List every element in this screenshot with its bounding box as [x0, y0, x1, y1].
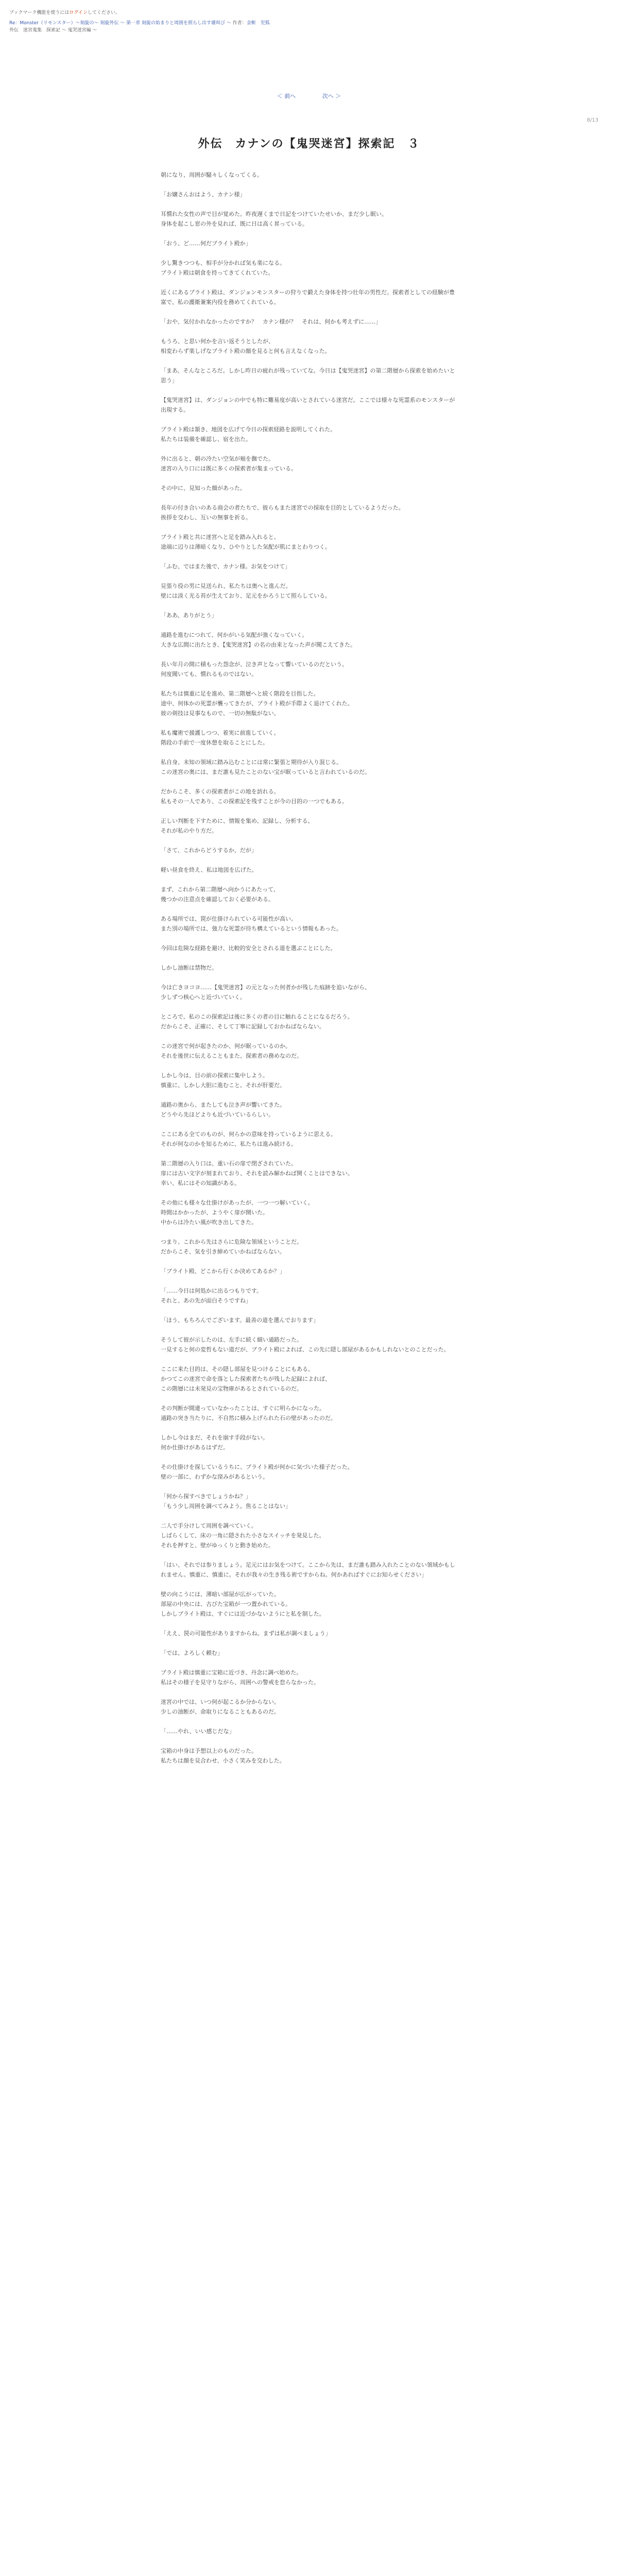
paragraph: 第二階層の入り口は、重い石の扉で閉ざされていた。 扉には古い文字が刻まれており、それを読み解かねば開くことはできない。 幸い、私にはその知識がある。	[161, 1160, 353, 1187]
paragraph: 外に出ると、朝の冷たい空気が頬を撫でた。 迷宮の入り口には既に多くの探索者が集まっている。	[161, 455, 297, 472]
paragraph: 長い年月の間に積もった怨念が、泣き声となって響いているのだという。 何度聞いても、慣れるものではない。	[161, 661, 348, 677]
paragraph: 「はい、それでは参りましょう。足元にはお気をつけて。ここから先は、まだ誰も踏み入れたことのない領域かもしれません。慎重に、慎重に。それが我々の生き残る術ですからね。何かあればすぐにお知らせください」	[161, 1562, 455, 1578]
paragraph: その仕掛けを探しているうちに、ブライト殿が何かに気づいた様子だった。 壁の一部に、わずかな窪みがあるという。	[161, 1464, 353, 1480]
top-pager	[0, 92, 618, 100]
paragraph: しかし今はまだ、それを崩す手段がない。 何か仕掛けがあるはずだ。	[161, 1434, 268, 1451]
paragraph: ある場所では、罠が仕掛けられている可能性が高い。 また別の場所では、強力な死霊が待ち構えているという情報もあった。	[161, 916, 342, 932]
paragraph: しかし今は、目の前の探索に集中しよう。 慎重に、しかし大胆に進むこと。それが肝要だ。	[161, 1072, 285, 1089]
paragraph: 「お嬢さんおはよう、カナン様」	[161, 191, 246, 198]
breadcrumb-subtitle: 外伝 迷宮蒐集 探索記 ～ 鬼哭迷宮編 ～	[9, 28, 97, 33]
paragraph: 「では、よろしく頼む」	[161, 1650, 223, 1656]
paragraph: 私自身、未知の領域に踏み込むことには常に緊張と期待が入り混じる。 この迷宮の奥には、まだ誰も見たことのない宝が眠っていると言われているのだ。	[161, 759, 370, 775]
paragraph: 「ブライト殿、どこから行くか決めてあるか？」	[161, 1268, 285, 1275]
paragraph: 見張り役の男に見送られ、私たちは奥へと進んだ。 壁には淡く光る苔が生えており、足元をかろうじて照らしている。	[161, 583, 331, 599]
paragraph: 通路の奥から、またしても泣き声が響いてきた。 どうやら先ほどよりも近づいているらしい。	[161, 1101, 285, 1118]
paragraph: 通路を進むにつれて、何かがいる気配が強くなっていく。 大きな広間に出たとき、【鬼哭迷宮】の名の由来となった声が聞こえてきた。	[161, 632, 356, 648]
paragraph: まず、これから第二階層へ向かうにあたって、 幾つかの注意点を確認しておく必要がある。	[161, 886, 279, 903]
login-notice	[9, 9, 370, 16]
paragraph: ブライト殿と共に迷宮へと足を踏み入れると、 途端に辺りは薄暗くなり、ひやりとした気配が肌にまとわりつく。	[161, 534, 331, 550]
paragraph: 「まあ、そんなところだ。しかし昨日の疲れが残っていてな。今日は【鬼哭迷宮】の第二階層から探索を始めたいと思う」	[161, 367, 455, 384]
paragraph: ここにある全てのものが、何らかの意味を持っているように思える。 それが何なのかを知るために、私たちは進み続ける。	[161, 1131, 336, 1147]
paragraph: 正しい判断を下すために、情報を集め、記録し、分析する。 それが私のやり方だ。	[161, 818, 314, 834]
paragraph: 壁の向こうには、薄暗い部屋が広がっていた。 部屋の中央には、古びた宝箱が一つ置かれている。 しかしブライト殿は、すぐには近づかないようにと私を制した。	[161, 1591, 325, 1617]
paragraph: 今回は危険な経路を避け、比較的安全とされる道を選ぶことにした。	[161, 945, 336, 952]
paragraph: 軽い昼食を終え、私は地図を広げた。	[161, 867, 258, 873]
paragraph: ところで、私のこの探索記は後に多くの者の目に触れることになるだろう。 だからこそ、正確に、そして丁寧に記録しておかねばならない。	[161, 1013, 353, 1030]
breadcrumb	[9, 20, 370, 27]
paragraph: 「ふむ、ではまた後で、カナン様。お気をつけて」	[161, 563, 291, 570]
paragraph: 「さて、これからどうするか、だが」	[161, 847, 257, 854]
paragraph: 「ええ、罠の可能性がありますからね。まずは私が調べましょう」	[161, 1630, 331, 1637]
paragraph: 「……やれ、いい感じだな」	[161, 1728, 235, 1735]
paragraph: 近くにあるブライト殿は、ダンジョンモンスターの狩りで鍛えた身体を持つ壮年の男性だ。探索者としての経験が豊富で、私の護衛兼案内役を務めてくれている。	[161, 289, 455, 306]
paragraph: 私たちは慎重に足を進め、第二階層へと続く階段を目指した。 途中、何体かの死霊が襲ってきたが、ブライト殿が手際よく退けてくれた。 彼の剣技は見事なもので、一切の無駄がない。	[161, 690, 353, 717]
paragraph: 「おや、気付かれなかったのですか？ カナン様が？ それは、何かも考えずに……」	[161, 318, 382, 325]
breadcrumb-series-link[interactable]: Re：Monster（リモンスター）～刻旋の～ 刻旋外伝 ～ 第一章 刻旋の始まりと周囲を照らし出す雄叫び ～	[9, 21, 231, 26]
paragraph: 朝になり、周囲が騒々しくなってくる。	[161, 172, 263, 178]
paragraph: 今は亡きヨコヨ……【鬼哭迷宮】の元となった何者かが残した痕跡を追いながら、 少しずつ核心へと近づいていく。	[161, 984, 370, 1001]
paragraph: 「ほう、もちろんでございます。最善の道を選んでおります」	[161, 1317, 319, 1324]
prev-page-link[interactable]: ＜ 前へ	[277, 93, 296, 99]
paragraph: その他にも様々な仕掛けがあったが、一つ一つ解いていく。 時間はかかったが、ようやく扉が開いた。 中からは冷たい風が吹き出してきた。	[161, 1199, 314, 1226]
paragraph: 「……今日は何処かに出るつもりです。 それと、あの先が面白そうですね」	[161, 1287, 263, 1304]
paragraph: 宝箱の中身は予想以上のものだった。 私たちは顔を見合わせ、小さく笑みを交わした。	[161, 1748, 285, 1764]
login-notice-prefix: ブックマーク機能を使うには	[9, 10, 70, 15]
paragraph: しかし油断は禁物だ。	[161, 964, 217, 971]
paragraph: ブライト殿は慎重に宝箱に近づき、丹念に調べ始めた。 私はその様子を見守りながら、周囲への警戒を怠らなかった。	[161, 1669, 319, 1686]
paragraph: 少し驚きつつも、相手が分かれば気も楽になる。 ブライト殿は朝食を持ってきてくれていた。	[161, 260, 285, 276]
paragraph: 長年の付き合いのある商会の者たちで、彼らもまた迷宮での採取を目的としているようだった。 挨拶を交わし、互いの無事を祈る。	[161, 504, 404, 521]
paragraph: ここに来た目的は、その隠し部屋を見つけることにもある。 かつてこの迷宮で命を落とした探索者たちが残した記録によれば、 この階層には未発見の宝物庫があるとされているのだ。	[161, 1366, 331, 1392]
next-page-link[interactable]: 次へ ＞	[322, 93, 341, 99]
page-header	[9, 9, 370, 34]
breadcrumb-author-link[interactable]: 金斬 児狐	[246, 21, 270, 26]
breadcrumb-author-label: 作者：	[232, 21, 247, 26]
paragraph: ブライト殿は頷き、地図を広げて今日の探索経路を説明してくれた。 私たちは装備を確認し、宿を出た。	[161, 426, 336, 443]
paragraph: 「ああ、ありがとう」	[161, 612, 217, 619]
paragraph: 「おう、ど……何だブライト殿か」	[161, 240, 251, 247]
chapter-body	[161, 170, 459, 1775]
paragraph: 迷宮の中では、いつ何が起こるか分からない。 少しの油断が、命取りになることもあるのだ。	[161, 1699, 280, 1715]
paragraph: つまり、これから先はさらに危険な領域ということだ。 だからこそ、気を引き締めていかねばならない。	[161, 1239, 302, 1255]
paragraph: その中に、見知った顔があった。	[161, 485, 246, 492]
paragraph: そうして彼が示したのは、左手に続く細い通路だった。 一見すると何の変哲もない道だが、ブライト殿によれば、この先に隠し部屋があるかもしれないとのことだった。	[161, 1336, 450, 1353]
paragraph: 【鬼哭迷宮】は、ダンジョンの中でも特に難易度が高いとされている迷宮だ。ここでは様々な死霊系のモンスターが出現する。	[161, 397, 455, 413]
chapter-title: 外伝 カナンの【鬼哭迷宮】探索記 ３	[198, 138, 420, 150]
paragraph: この迷宮で何が起きたのか、何が眠っているのか。 それを後世に伝えることもまた、探索者の務めなのだ。	[161, 1043, 302, 1059]
page-number: 8/13	[587, 117, 598, 123]
paragraph: その判断が間違っていなかったことは、すぐに明らかになった。 通路の突き当たりに、不自然に積み上げられた石の壁があったのだ。	[161, 1405, 336, 1421]
paragraph: 二人で手分けして周囲を調べていく。 しばらくして、床の一角に隠された小さなスイッチを発見した。 それを押すと、壁がゆっくりと動き始めた。	[161, 1522, 325, 1549]
paragraph: もうろ、と思い何かを言い返そうとしたが、 相変わらず楽しげなブライト殿の顔を見ると何も言えなくなった。	[161, 338, 331, 354]
paragraph: 私も魔術で援護しつつ、着実に前進していく。 階段の手前で一度休憩を取ることにした。	[161, 730, 280, 746]
paragraph: だからこそ、多くの探索者がこの地を訪れる。 私もその一人であり、この探索記を残すことが今の目的の一つでもある。	[161, 788, 348, 805]
paragraph: 耳慣れた女性の声で目が覚めた。昨夜遅くまで日記をつけていたせいか、まだ少し眠い。 身体を起こし窓の外を見れば、既に日は高く昇っている。	[161, 211, 387, 227]
login-link[interactable]: ログイン	[69, 10, 88, 15]
paragraph: 「何から探すべきでしょうかね？」 「もう少し周囲を調べてみよう。焦ることはない」	[161, 1493, 291, 1510]
login-notice-suffix: してください。	[87, 10, 120, 15]
